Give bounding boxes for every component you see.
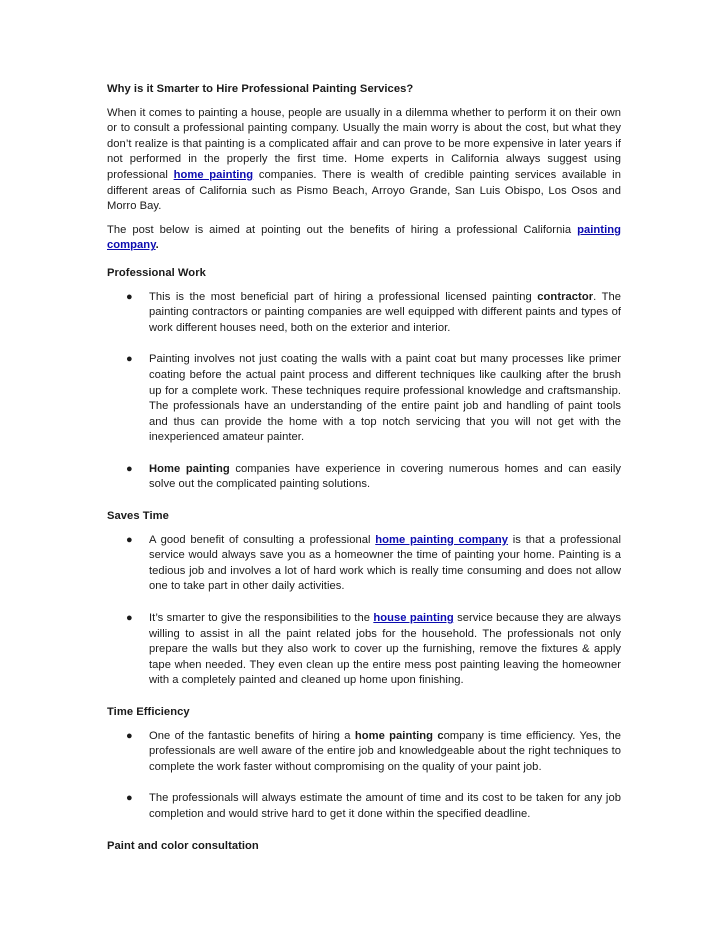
item-text: . The painting contractors or painting companies are well equipped with different paints and types of work different houses need, both on the exterior and interior. (149, 290, 621, 334)
home-painting-link[interactable]: home painting (173, 168, 254, 181)
list-item (107, 791, 621, 822)
bullet-icon: ● (126, 729, 133, 742)
list-item (107, 729, 621, 776)
sections-container (107, 266, 621, 854)
item-text: Painting involves not just coating the walls with a paint coat but many processes like primer coating before the actual paint process and different techniques like caulking after the brush up for a complete work. These techniques require professional knowledge and craftsmanship. The professionals have an understanding of the entire paint job and handling of paint tools and thus can provide the home with a top notch servicing that you will not get with the inexperienced amateur painter. (149, 353, 621, 444)
item-text: This is the most beneficial part of hiring a professional licensed painting (149, 290, 538, 303)
item-text: One of the fantastic benefits of hiring a (149, 729, 355, 742)
section-heading: Paint and color consultation (107, 839, 259, 852)
intro-paragraph: When it comes to painting a house, people are usually in a dilemma whether to perform it on their own or to consult a professional painting company. Usually the main worry is about the cost, but what they don’t realize is that painting is a complicated affair and can prove to be more expensive in later years if not performed in the properly the first time. Home experts in California always suggest using professional home painting companies. There is wealth of credible painting services available in different areas of California such as Pismo Beach, Arroyo Grande, San Luis Obispo, Los Osos and Morro Bay. (107, 106, 621, 213)
bullet-list (107, 729, 621, 823)
bullet-icon: ● (126, 612, 133, 625)
item-text: is that a professional service would always save you as a homeowner the time of painting your home. Painting is a tedious job and involves a lot of hard work which is really time consuming and does not allow one to take part in other daily activities. (149, 533, 621, 593)
inline-link[interactable]: house painting (373, 612, 454, 625)
list-item (107, 462, 621, 493)
section-heading: Time Efficiency (107, 706, 190, 718)
list-item (107, 290, 621, 337)
bullet-icon: ● (126, 462, 133, 475)
bold-term: contractor (537, 290, 594, 303)
bullet-icon: ● (126, 290, 133, 303)
document-page (107, 82, 621, 862)
list-item (107, 611, 621, 689)
bullet-icon: ● (126, 533, 133, 546)
inline-link[interactable]: home painting company (375, 533, 509, 546)
bullet-list (107, 533, 621, 689)
document-title: Why is it Smarter to Hire Professional Painting Services? (107, 83, 414, 95)
section-heading: Professional Work (107, 266, 206, 279)
bullet-list (107, 290, 621, 494)
item-text: companies have experience in covering numerous homes and can easily solve out the complicated painting solutions. (149, 462, 621, 491)
item-text: It’s smarter to give the responsibilities to the (149, 612, 374, 625)
bold-term: Home painting (149, 462, 230, 475)
list-item (107, 533, 621, 595)
list-item (107, 352, 621, 446)
painting-company-link[interactable]: painting company (107, 223, 621, 252)
bold-term: home painting c (354, 729, 444, 742)
item-text: A good benefit of consulting a professional (149, 533, 376, 546)
item-text: service because they are always willing to assist in all the paint related jobs for the household. The professionals not only prepare the walls but they also work to cover up the furnishing, remove the fixtures & apply tape when needed. They even clean up the entire mess post painting leaving the homeowner with a completely painted and cleaned up home upon finishing. (149, 612, 621, 687)
bullet-icon: ● (126, 353, 133, 366)
bullet-icon: ● (126, 792, 133, 805)
section-heading: Saves Time (107, 510, 169, 523)
item-text: The professionals will always estimate the amount of time and its cost to be taken for any job completion and would strive hard to get it done within the specified deadline. (149, 792, 621, 820)
post-paragraph: The post below is aimed at pointing out the benefits of hiring a professional California painting company. (107, 223, 621, 252)
item-text: ompany is time efficiency. Yes, the professionals are well aware of the entire job and knowledgeable about the right techniques to complete the work faster without compromising on the quality of your paint job. (149, 729, 621, 773)
